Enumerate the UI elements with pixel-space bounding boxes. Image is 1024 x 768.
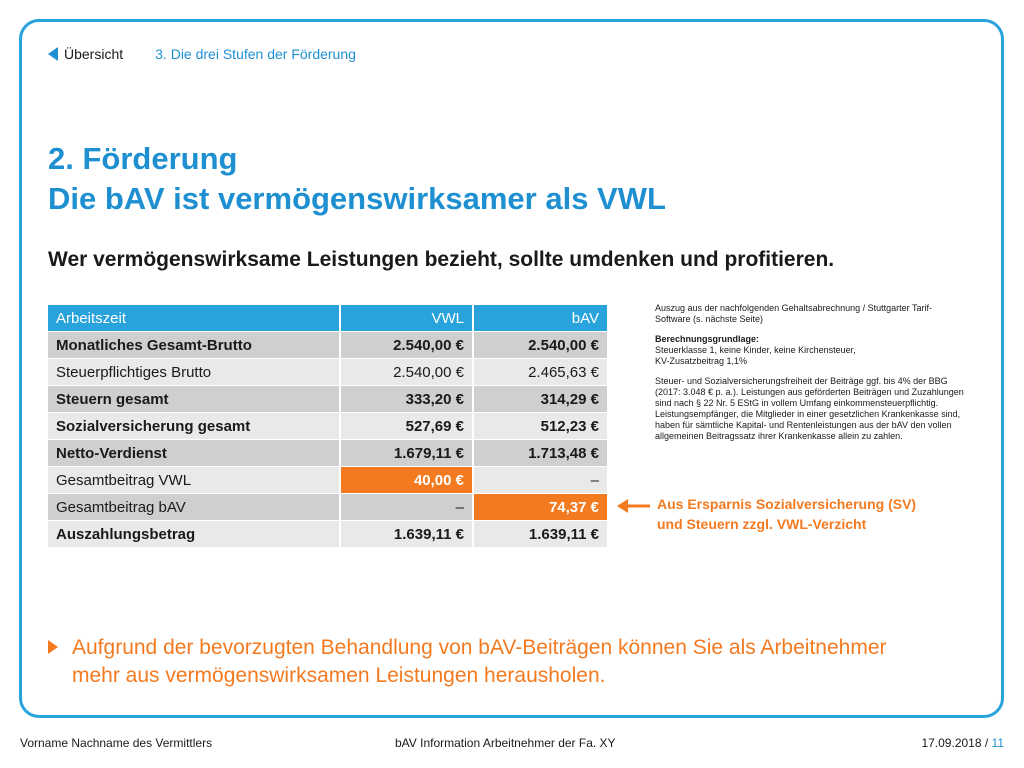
note-calculation-basis [655,334,965,367]
table-row [48,386,607,413]
vwl-value: 527,69 € [341,413,474,440]
row-label: Gesamtbeitrag bAV [48,494,341,521]
table-row [48,467,607,494]
savings-callout [657,494,916,534]
row-label: Steuerpflichtiges Brutto [48,359,341,386]
footer-date: 17.09.2018 / [921,736,989,750]
bav-value: 2.465,63 € [474,359,607,386]
table-row [48,332,607,359]
table-row [48,359,607,386]
page-subtitle: Wer vermögenswirksame Leistungen bezieht, sollte umdenken und profitieren. [48,248,835,271]
vwl-value: 1.639,11 € [341,521,474,548]
table-header [48,305,607,332]
footer-date-page [921,736,1004,750]
row-label: Auszahlungsbetrag [48,521,341,548]
page-number: 11 [991,736,1004,750]
row-label: Steuern gesamt [48,386,341,413]
note-basis-line-1: Steuerklasse 1, keine Kinder, keine Kirchensteuer, [655,345,856,355]
header-arbeitszeit: Arbeitszeit [48,305,341,332]
bav-value: 314,29 € [474,386,607,413]
note-basis-line-2: KV-Zusatzbeitrag 1,1% [655,356,748,366]
key-message-text: Aufgrund der bevorzugten Behandlung von bAV-Beiträgen können Sie als Arbeitnehmer mehr aus vermögenswirksamen Leistungen herausholen. [72,636,887,687]
header-vwl: VWL [341,305,474,332]
vwl-value: 2.540,00 € [341,332,474,359]
footer-document-title: bAV Information Arbeitnehmer der Fa. XY [395,736,616,750]
title-line-1: 2. Förderung [48,141,238,176]
row-label: Netto-Verdienst [48,440,341,467]
vwl-value-highlight: 40,00 € [341,467,474,494]
note-basis-title: Berechnungsgrundlage: [655,334,760,344]
row-label: Monatliches Gesamt-Brutto [48,332,341,359]
comparison-table [48,305,607,548]
bav-value: 1.713,48 € [474,440,607,467]
callout-line-2: und Steuern zzgl. VWL-Verzicht [657,516,867,532]
bav-value: – [474,467,607,494]
bullet-triangle-icon [48,640,58,654]
back-arrow-icon[interactable] [48,47,58,61]
footer-advisor-name: Vorname Nachname des Vermittlers [20,736,213,750]
vwl-value: – [341,494,474,521]
title-line-2: Die bAV ist vermögenswirksamer als VWL [48,181,666,216]
table-row [48,521,607,548]
note-tax-info: Steuer- und Sozialversicherungsfreiheit der Beiträge ggf. bis 4% der BBG (2017: 3.048 € p. a.). Leistungen aus geförderten Beiträgen und Zuzahlungen sind nach § 22 Nr. 5 EStG in vollem Umfang einkommensteuerpflichtig. Leistungsempfänger, die Mitglieder in einer gesetzlichen Krankenkasse sind, haben für sämtliche Kapital- und Rentenleistungen aus der bAV den vollen allgemeinen Beitragssatz ihrer Krankenkasse allein zu zahlen. [655,376,964,441]
bav-value: 512,23 € [474,413,607,440]
bav-value-highlight: 74,37 € [474,494,607,521]
table-row [48,440,607,467]
callout-line-1: Aus Ersparnis Sozialversicherung (SV) [657,496,917,512]
row-label: Gesamtbeitrag VWL [48,467,341,494]
overview-link[interactable]: Übersicht [64,46,124,62]
left-arrow-icon [617,498,651,514]
row-label: Sozialversicherung gesamt [48,413,341,440]
vwl-value: 333,20 € [341,386,474,413]
note-source: Auszug aus der nachfolgenden Gehaltsabrechnung / Stuttgarter Tarif-Software (s. nächste Seite) [655,303,933,324]
section-link[interactable]: 3. Die drei Stufen der Förderung [155,46,356,62]
table-row [48,413,607,440]
bav-value: 1.639,11 € [474,521,607,548]
side-notes [655,303,965,451]
page-title [48,139,666,219]
table-row [48,494,607,521]
header-bav: bAV [474,305,607,332]
bav-value: 2.540,00 € [474,332,607,359]
breadcrumb [48,46,356,62]
vwl-value: 1.679,11 € [341,440,474,467]
vwl-value: 2.540,00 € [341,359,474,386]
key-message [48,634,892,690]
